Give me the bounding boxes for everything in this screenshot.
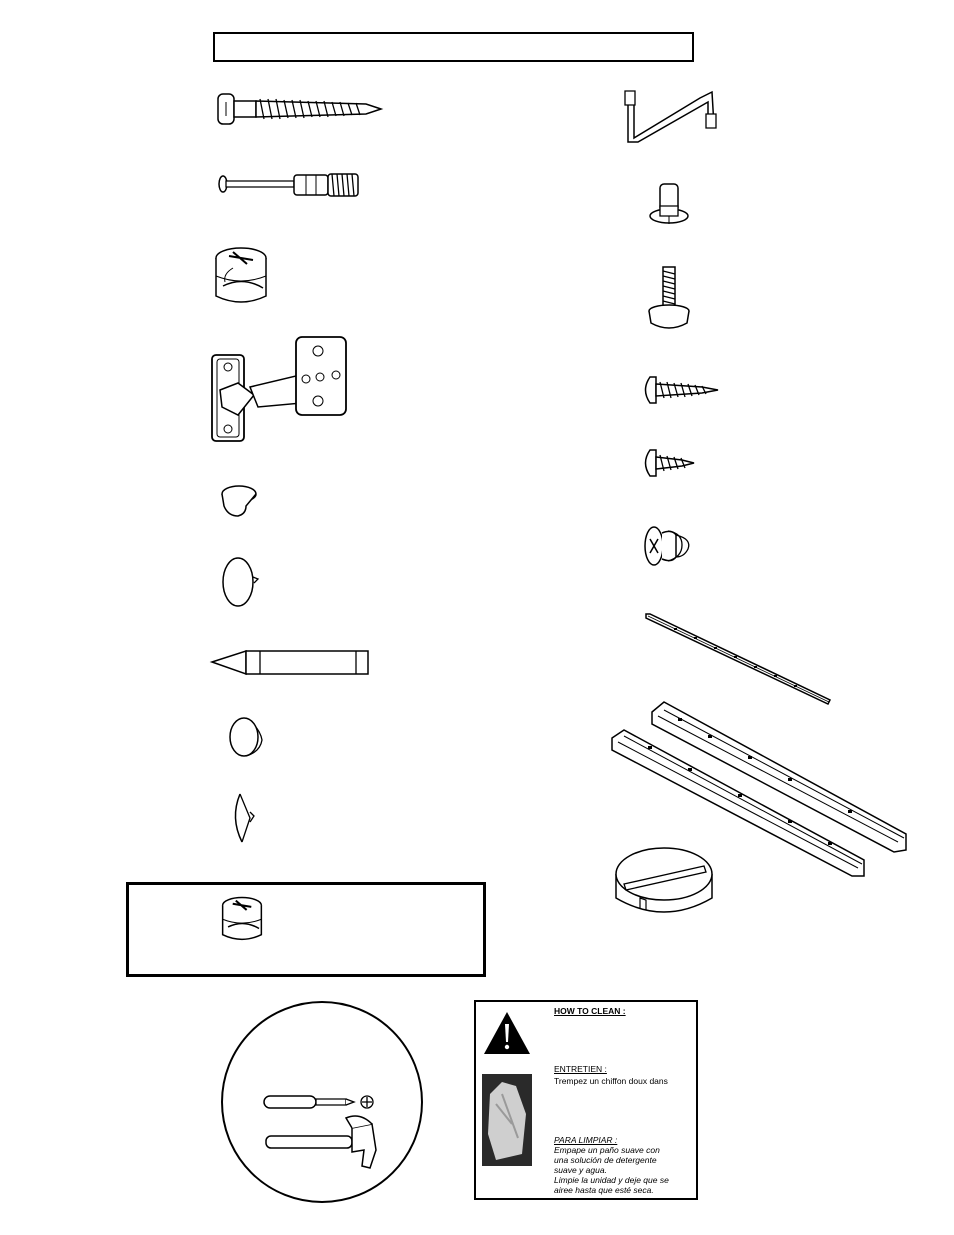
- short-wood-screw-icon: [640, 448, 696, 478]
- long-wood-screw-icon: [640, 375, 720, 405]
- cleaning-cloth-icon: [482, 1074, 532, 1166]
- parts-title-box: [213, 32, 694, 62]
- extra-parts-box: [126, 882, 486, 977]
- round-cap-icon: [226, 714, 270, 760]
- wall-anchor-icon: [642, 525, 696, 567]
- clean-heading-en: HOW TO CLEAN :: [554, 1006, 626, 1016]
- cover-cap-icon: [220, 555, 264, 609]
- phillips-head-icon: [361, 1096, 373, 1108]
- hinge-icon: [210, 335, 360, 443]
- cleaning-instructions-box: [474, 1000, 698, 1200]
- clean-heading-es: PARA LIMPIAR :: [554, 1135, 618, 1145]
- warning-triangle-icon: [482, 1010, 532, 1056]
- clean-text-fr: Trempez un chiffon doux dans: [554, 1076, 668, 1086]
- tools-required-circle: [220, 1000, 424, 1204]
- clean-text-es-2: Limpie la unidad y deje que se airee hasta que esté seca.: [554, 1175, 669, 1195]
- cam-lock-spare-icon: [218, 896, 266, 944]
- bumper-icon: [220, 484, 260, 518]
- cam-bolt-insert-icon: [218, 170, 360, 200]
- grommet-icon: [612, 844, 716, 918]
- cam-lock-icon: [213, 246, 269, 308]
- cam-bolt-screw-icon: [216, 92, 386, 126]
- leveler-foot-icon: [646, 265, 692, 333]
- pencil-icon: [208, 648, 372, 678]
- clean-heading-fr: ENTRETIEN :: [554, 1064, 607, 1074]
- allen-wrench-icon: [622, 88, 720, 144]
- cap-side-icon: [228, 792, 258, 844]
- clean-text-es-1: Empape un paño suave con una solución de detergente suave y agua.: [554, 1145, 660, 1175]
- shelf-pin-icon: [648, 182, 692, 228]
- hanging-rail-icon: [644, 612, 834, 706]
